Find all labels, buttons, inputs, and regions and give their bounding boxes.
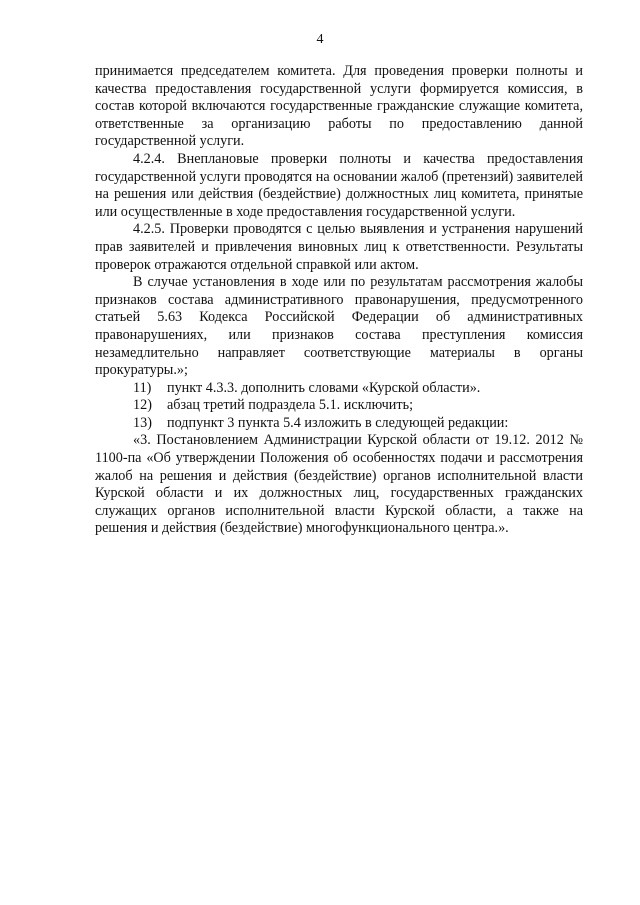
list-item-text: подпункт 3 пункта 5.4 изложить в следующей редакции: — [167, 414, 509, 431]
list-item-number: 11) — [133, 379, 152, 396]
list-item-number: 13) — [133, 414, 152, 431]
paragraph-4-2-4: 4.2.4. Внеплановые проверки полноты и качества предоставления государственной услуги проводятся на основании жалоб (претензий) заявителей на решения или действия (бездействие) должностных лиц комитета, принятые или осуществленные в ходе предоставления государственной услуги. — [95, 150, 583, 220]
document-body — [95, 63, 583, 538]
paragraph-violation-case: В случае установления в ходе или по результатам рассмотрения жалобы признаков состава административного правонарушения, предусмотренного статьей 5.63 Кодекса Российской Федерации об административных правонарушениях, или признаков состава преступления комиссия незамедлительно направляет соответствующие материалы в органы прокуратуры.»; — [95, 274, 583, 379]
paragraph-quoted-subpoint-3: «3. Постановлением Администрации Курской области от 19.12. 2012 № 1100-па «Об утверждении Положения об особенностях подачи и рассмотрения жалоб на решения и действия (бездействие) органов исполнительной власти Курской области и их должностных лиц, государственных гражданских служащих органов исполнительной власти Курской области, а также на решения и действия (бездействие) многофункционального центра.». — [95, 432, 583, 537]
page-number: 4 — [316, 32, 324, 47]
list-item-12 — [95, 397, 583, 415]
paragraph-continuation: принимается председателем комитета. Для проведения проверки полноты и качества предоставления государственной услуги формируется комиссия, в состав которой включаются государственные гражданские служащие комитета, ответственные за организацию работы по предоставлению данной государственной услуги. — [95, 63, 583, 150]
list-item-text: пункт 4.3.3. дополнить словами «Курской области». — [167, 379, 481, 396]
list-item-number: 12) — [133, 397, 152, 414]
list-item-text: абзац третий подраздела 5.1. исключить; — [167, 397, 414, 414]
list-item-13 — [95, 415, 583, 433]
list-item-11 — [95, 380, 583, 398]
paragraph-4-2-5: 4.2.5. Проверки проводятся с целью выявления и устранения нарушений прав заявителей и привлечения виновных лиц к ответственности. Результаты проверок отражаются отдельной справкой или актом. — [95, 221, 583, 273]
